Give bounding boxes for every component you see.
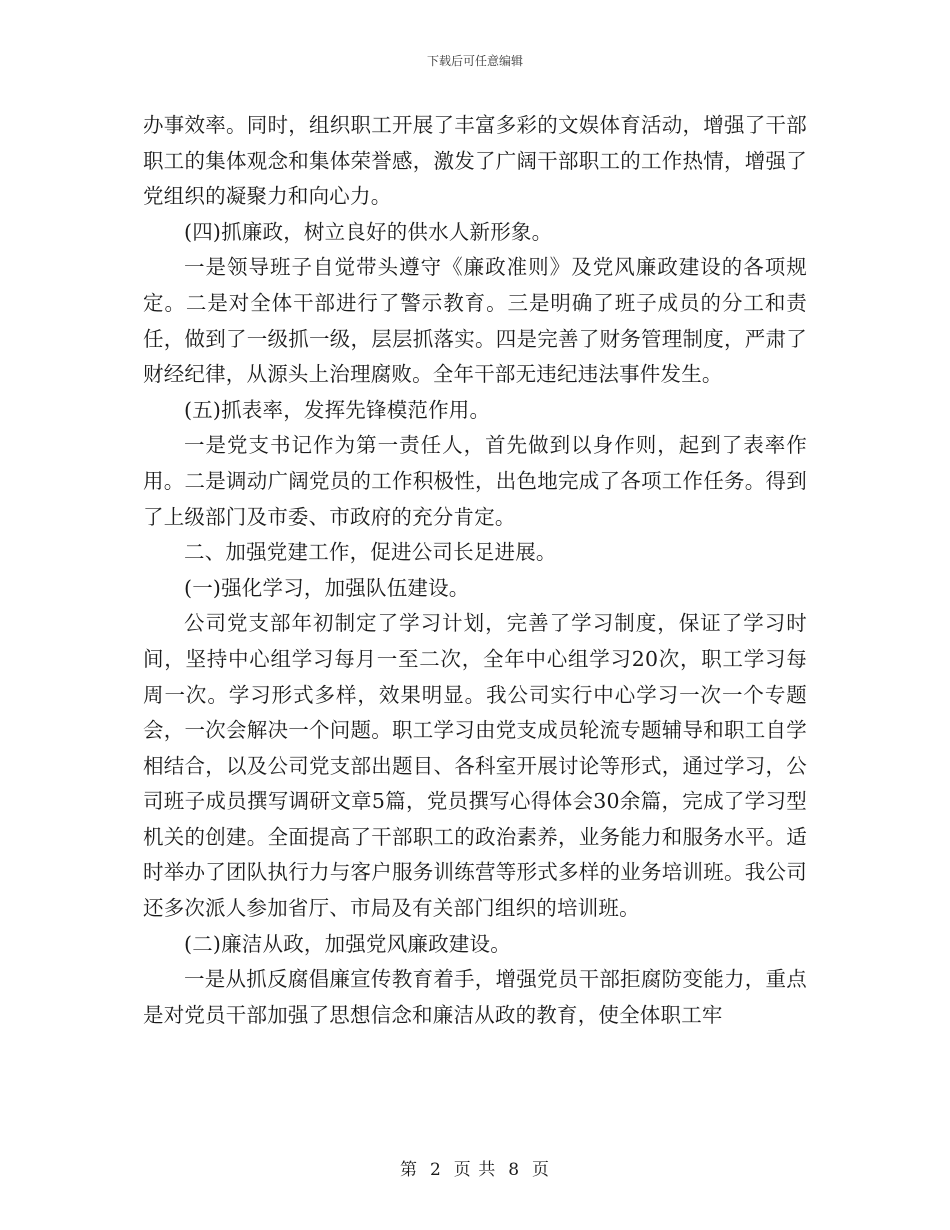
- footer-suffix: 页: [532, 1160, 551, 1180]
- paragraph-3: (五)抓表率，发挥先锋模范作用。: [184, 397, 491, 422]
- paragraph-5: 二、加强党建工作，促进公司长足进展。: [184, 540, 557, 565]
- paragraph-0: 办事效率。同时，组织职工开展了丰富多彩的文娱体育活动，增强了干部职工的集体观念和集体荣誉感，激发了广阔干部职工的工作热情，增强了党组织的凝聚力和向心力。: [143, 113, 807, 209]
- document-body: [143, 108, 807, 1033]
- page-footer: [0, 1155, 950, 1180]
- footer-total-pages: 8: [508, 1160, 521, 1180]
- paragraph-2: 一是领导班子自觉带头遵守《廉政准则》及党风廉政建设的各项规定。二是对全体干部进行了警示教育。三是明确了班子成员的分工和责任，做到了一级抓一级，层层抓落实。四是完善了财务管理制度，严肃了财经纪律，从源头上治理腐败。全年干部无违纪违法事件发生。: [143, 255, 807, 387]
- paragraph-4: 一是党支书记作为第一责任人，首先做到以身作则，起到了表率作用。二是调动广阔党员的工作积极性，出色地完成了各项工作任务。得到了上级部门及市委、市政府的充分肯定。: [143, 433, 807, 529]
- page-header: 下载后可任意编辑: [426, 54, 523, 68]
- paragraph-6: (一)强化学习，加强队伍建设。: [184, 575, 470, 600]
- paragraph-9: 一是从抓反腐倡廉宣传教育着手，增强党员干部拒腐防变能力，重点是对党员干部加强了思想信念和廉洁从政的教育，使全体职工牢: [143, 967, 807, 1027]
- paragraph-8: (二)廉洁从政，加强党风廉政建设。: [184, 931, 511, 956]
- paragraph-1: (四)抓廉政，树立良好的供水人新形象。: [184, 219, 553, 244]
- footer-middle: 页 共: [453, 1160, 497, 1180]
- footer-prefix: 第: [399, 1160, 418, 1180]
- paragraph-7: 公司党支部年初制定了学习计划，完善了学习制度，保证了学习时间，坚持中心组学习每月一至二次，全年中心组学习20次，职工学习每周一次。学习形式多样，效果明显。我公司实行中心学习一次一个专题会，一次会解决一个问题。职工学习由党支成员轮流专题辅导和职工自学相结合，以及公司党支部出题目、各科室开展讨论等形式，通过学习，公司班子成员撰写调研文章5篇，党员撰写心得体会30余篇，完成了学习型机关的创建。全面提高了干部职工的政治素养，业务能力和服务水平。适时举办了团队执行力与客户服务训练营等形式多样的业务培训班。我公司还多次派人参加省厅、市局及有关部门组织的培训班。: [143, 611, 807, 921]
- footer-current-page: 2: [429, 1160, 442, 1180]
